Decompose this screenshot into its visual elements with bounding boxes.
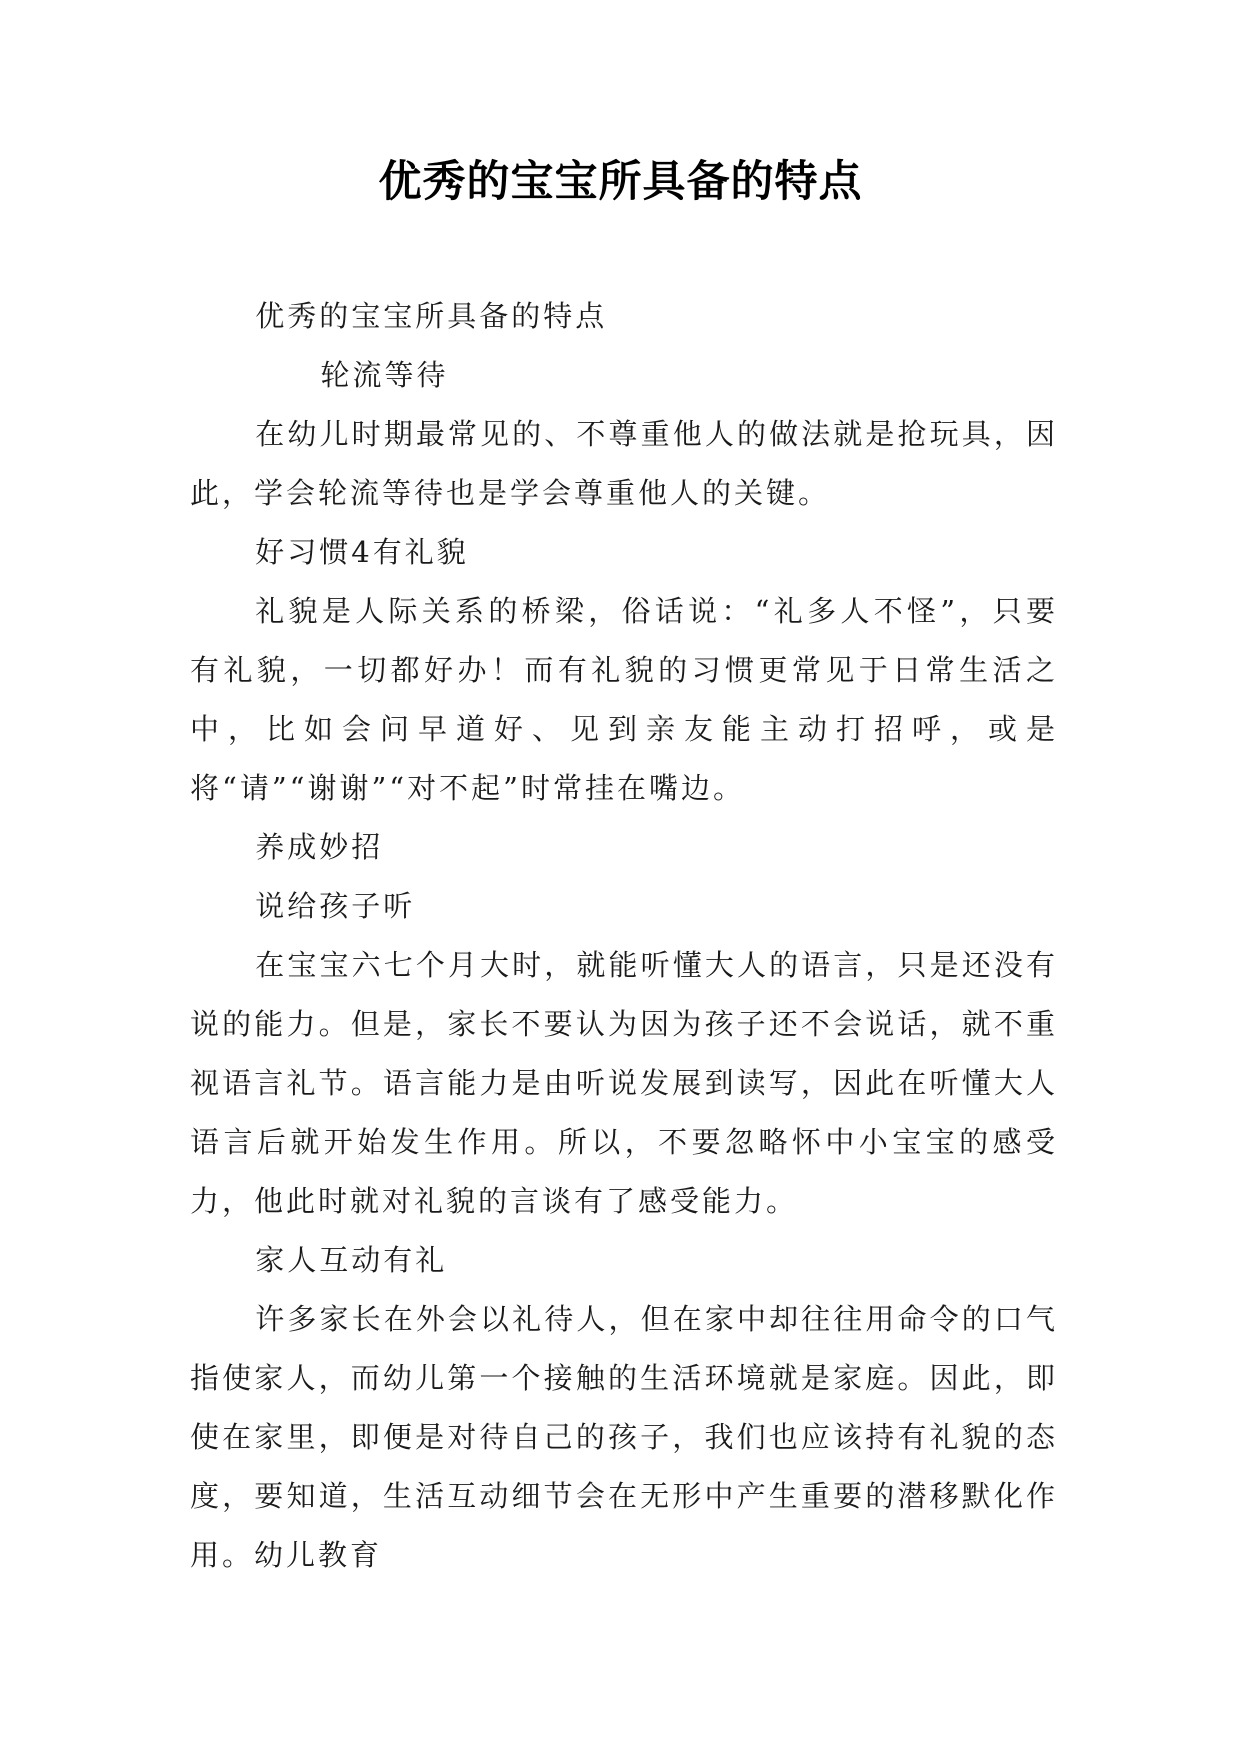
document-title: 优秀的宝宝所具备的特点 [378, 157, 863, 207]
section-heading: 好习惯4有礼貌 [255, 535, 469, 569]
body-paragraph: 礼貌是人际关系的桥梁，俗话说：“礼多人不怪”，只要有礼貌，一切都好办！而有礼貌的习惯更常见于日常生活之中，比如会问早道好、见到亲友能主动打招呼，或是将“请”“谢谢”“对不起”时常挂在嘴边。 [190, 594, 1058, 805]
section-heading: 家人互动有礼 [255, 1243, 448, 1277]
body-paragraph: 优秀的宝宝所具备的特点 [255, 299, 608, 333]
section-heading: 轮流等待 [320, 358, 449, 392]
body-paragraph: 在宝宝六七个月大时，就能听懂大人的语言，只是还没有说的能力。但是，家长不要认为因为孩子还不会说话，就不重视语言礼节。语言能力是由听说发展到读写，因此在听懂大人语言后就开始发生作用。所以，不要忽略怀中小宝宝的感受力，他此时就对礼貌的言谈有了感受能力。 [190, 948, 1058, 1218]
section-heading: 养成妙招 [255, 830, 384, 864]
body-paragraph: 许多家长在外会以礼待人，但在家中却往往用命令的口气指使家人，而幼儿第一个接触的生活环境就是家庭。因此，即使在家里，即便是对待自己的孩子，我们也应该持有礼貌的态度，要知道，生活互动细节会在无形中产生重要的潜移默化作用。幼儿教育 [190, 1302, 1058, 1572]
section-heading: 说给孩子听 [255, 889, 416, 923]
document-body [190, 287, 1058, 1585]
body-paragraph: 在幼儿时期最常见的、不尊重他人的做法就是抢玩具，因此，学会轮流等待也是学会尊重他人的关键。 [190, 417, 1058, 510]
